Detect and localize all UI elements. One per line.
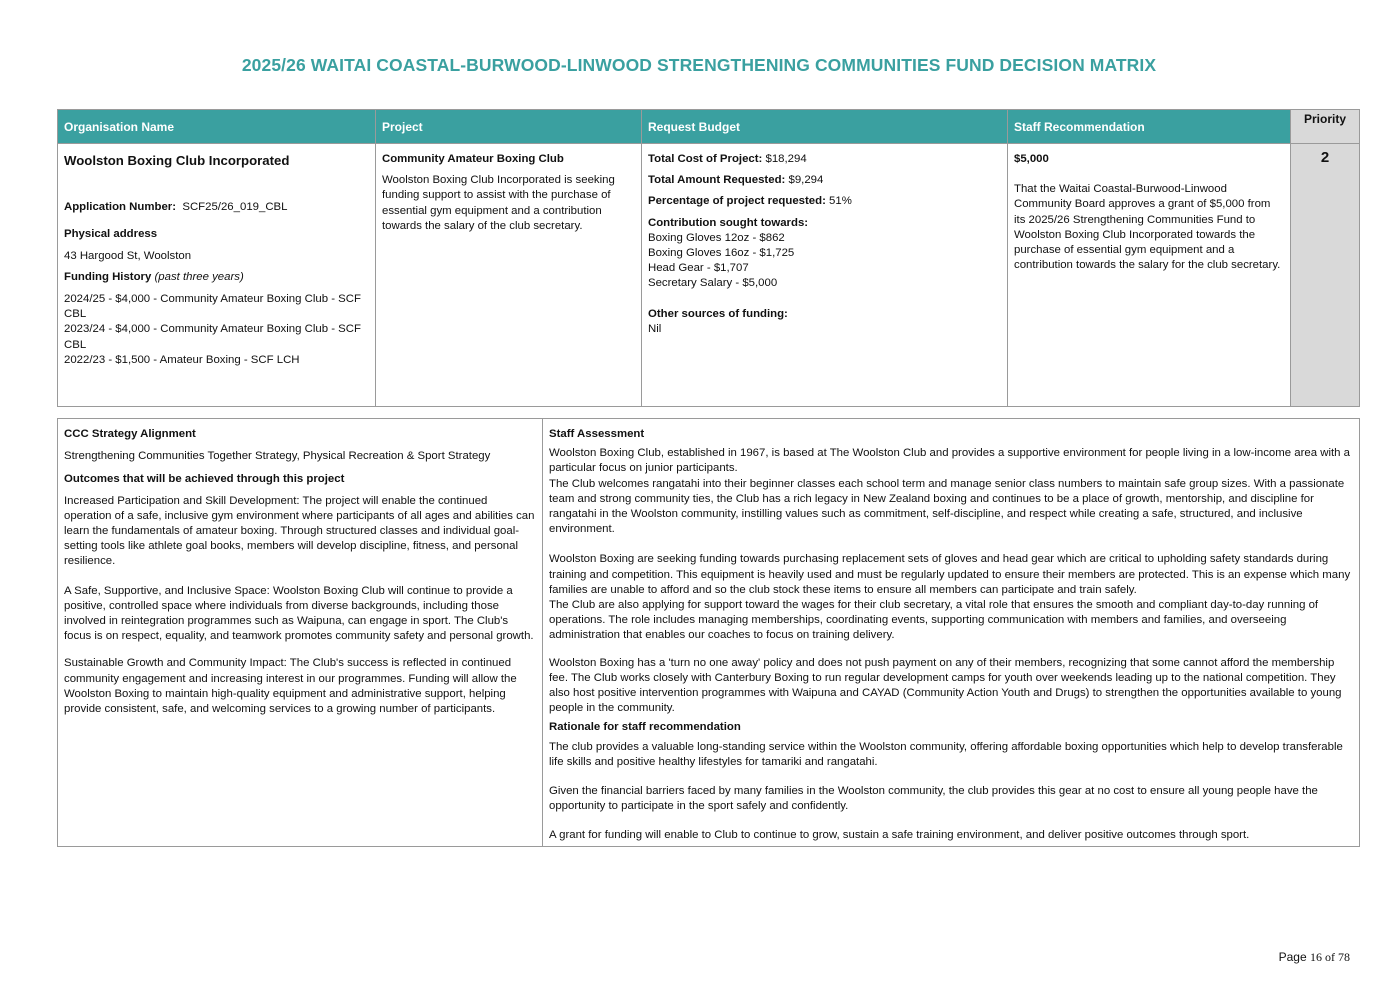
assessment-paragraph: Woolston Boxing Club, established in 1967, is based at The Woolston Club and provides a supportive environment for people living in a low-income area with a particular focus on junior participants.: [549, 447, 1350, 475]
budget-cell: [642, 144, 1008, 407]
project-title: Community Amateur Boxing Club: [382, 153, 564, 165]
strategy-heading: CCC Strategy Alignment: [64, 428, 196, 440]
page-title: 2025/26 WAITAI COASTAL-BURWOOD-LINWOOD STRENGTHENING COMMUNITIES FUND DECISION MATRIX: [241, 55, 1157, 75]
contribution-label: Contribution sought towards:: [648, 216, 809, 229]
header-project: Project: [376, 110, 642, 144]
strategy-text: Strengthening Communities Together Strategy, Physical Recreation & Sport Strategy: [64, 450, 491, 463]
assessment-heading: Staff Assessment: [549, 428, 645, 440]
outcomes-heading: Outcomes that will be achieved through this project: [64, 473, 345, 486]
rationale-paragraph: Given the financial barriers faced by many families in the Woolston community, the club provides this gear at no cost to ensure all young people have the opportunity to participate in the sport safely and confidently.: [549, 785, 1318, 813]
other-funding-value: Nil: [648, 322, 662, 335]
project-cell: [376, 144, 642, 407]
total-cost: Total Cost of Project: $18,294: [648, 153, 807, 165]
total-requested: Total Amount Requested: $9,294: [648, 174, 824, 187]
contribution-item: Head Gear - $1,707: [648, 262, 749, 275]
rationale-paragraph: A grant for funding will enable to Club to continue to grow, sustain a safe training environment, and deliver positive outcomes through sport.: [549, 829, 1250, 842]
percentage-requested: Percentage of project requested: 51%: [648, 195, 852, 208]
header-recommendation: Staff Recommendation: [1008, 110, 1291, 144]
assessment-cell: [543, 419, 1360, 847]
funding-history-item: 2024/25 - $4,000 - Community Amateur Boxing Club - SCF CBL: [64, 293, 361, 321]
application-number: Application Number: SCF25/26_019_CBL: [64, 201, 288, 214]
header-budget: Request Budget: [642, 110, 1008, 144]
funding-history-item: 2023/24 - $4,000 - Community Amateur Boxing Club - SCF CBL: [64, 323, 361, 351]
outcome-paragraph: Sustainable Growth and Community Impact: The Club's success is reflected in continued community engagement and increasing interest in our programmes. Funding will allow the Woolston Boxing to maintain high-quality equipment and administrative support, helping provide consistent, safe, and welcoming services to a growing number of participants.: [64, 657, 517, 716]
header-organisation: Organisation Name: [58, 110, 376, 144]
address: 43 Hargood St, Woolston: [64, 249, 192, 262]
recommendation-cell: [1008, 144, 1291, 407]
recommended-amount: $5,000: [1014, 153, 1049, 165]
assessment-paragraph: The Club welcomes rangatahi into their beginner classes each school term and manage senior class numbers to maintain safe group sizes. With a passionate team and strong community ties, the Club has a rich legacy in New Zealand boxing and continues to be a place of growth, mentorship, and discipline for rangatahi in the Woolston community, instilling values such as commitment, self-discipline, and respect while creating a safe, structured, and inclusive environment.: [549, 477, 1345, 536]
outcome-paragraph: A Safe, Supportive, and Inclusive Space: Woolston Boxing Club will continue to provide a positive, controlled space where individuals from diverse backgrounds, including those involved in reintegration programmes such as Waipuna, can engage in sport. The Club's focus is on respect, equality, and teamwork promotes community safety and personal growth.: [64, 584, 534, 643]
funding-history-item: 2022/23 - $1,500 - Amateur Boxing - SCF LCH: [64, 353, 300, 366]
organisation-name: Woolston Boxing Club Incorporated: [64, 153, 290, 168]
decision-table: [57, 109, 1360, 407]
assessment-paragraph: The Club are also applying for support toward the wages for their club secretary, a vital role that ensures the smooth and compliant day-to-day running of operations. The role includes managing memberships, coordinating events, supporting communication with members and families, and overseeing administration that enables our coaches to focus on training delivery.: [549, 599, 1319, 642]
assessment-paragraph: Woolston Boxing has a 'turn no one away' policy and does not push payment on any of their members, recognizing that some cannot afford the membership fee. The Club works closely with Canterbury Boxing to run regular development camps for youth over weekends leading up to the national competition. They also host positive intervention programmes with Waipuna and CAYAD (Community Action Youth and Drugs) to strengthen the opportunities available to young people in the community.: [549, 656, 1342, 715]
strategy-cell: [58, 419, 543, 847]
rationale-paragraph: The club provides a valuable long-standing service within the Woolston community, offering affordable boxing opportunities which help to develop transferable life skills and positive healthy lifestyles for tamariki and rangatahi.: [549, 740, 1343, 768]
recommendation-text: That the Waitai Coastal-Burwood-Linwood Community Board approves a grant of $5,000 from its 2025/26 Strengthening Communities Fund to Woolston Boxing Club Incorporated towards the purchase of essential gym equipment and a contribution towards the salary for the club secretary.: [1014, 183, 1281, 272]
other-funding-label: Other sources of funding:: [648, 307, 788, 320]
assessment-paragraph: Woolston Boxing are seeking funding towards purchasing replacement sets of gloves and head gear which are critical to upholding safety standards during training and competition. This equipment is heavily used and must be regularly updated to ensure their members are protected. This is an expense which many families are unable to afford and so the club stock these items to ensure all members can participate and train safely.: [549, 553, 1351, 596]
project-description: Woolston Boxing Club Incorporated is seeking funding support to assist with the purchase of essential gym equipment and a contribution towards the salary of the club secretary.: [382, 174, 615, 232]
funding-history-label: Funding History (past three years): [64, 270, 244, 283]
address-label: Physical address: [64, 228, 158, 241]
contribution-item: Boxing Gloves 16oz - $1,725: [648, 247, 795, 260]
rationale-heading: Rationale for staff recommendation: [549, 721, 741, 734]
contribution-item: Boxing Gloves 12oz - $862: [648, 231, 785, 244]
page-number: Page 16 of 78: [1278, 950, 1350, 964]
header-priority: Priority: [1291, 110, 1360, 144]
outcome-paragraph: Increased Participation and Skill Development: The project will enable the continued operation of a safe, inclusive gym environment where participants of all ages and abilities can learn the fundamentals of amateur boxing. Through structured classes and individual goal-setting tools like athlete goal books, members will develop discipline, fitness, and personal resilience.: [64, 494, 535, 568]
contribution-item: Secretary Salary - $5,000: [648, 277, 778, 290]
priority-value: 2: [1291, 144, 1360, 407]
organisation-cell: [58, 144, 376, 407]
assessment-table: [57, 418, 1360, 847]
